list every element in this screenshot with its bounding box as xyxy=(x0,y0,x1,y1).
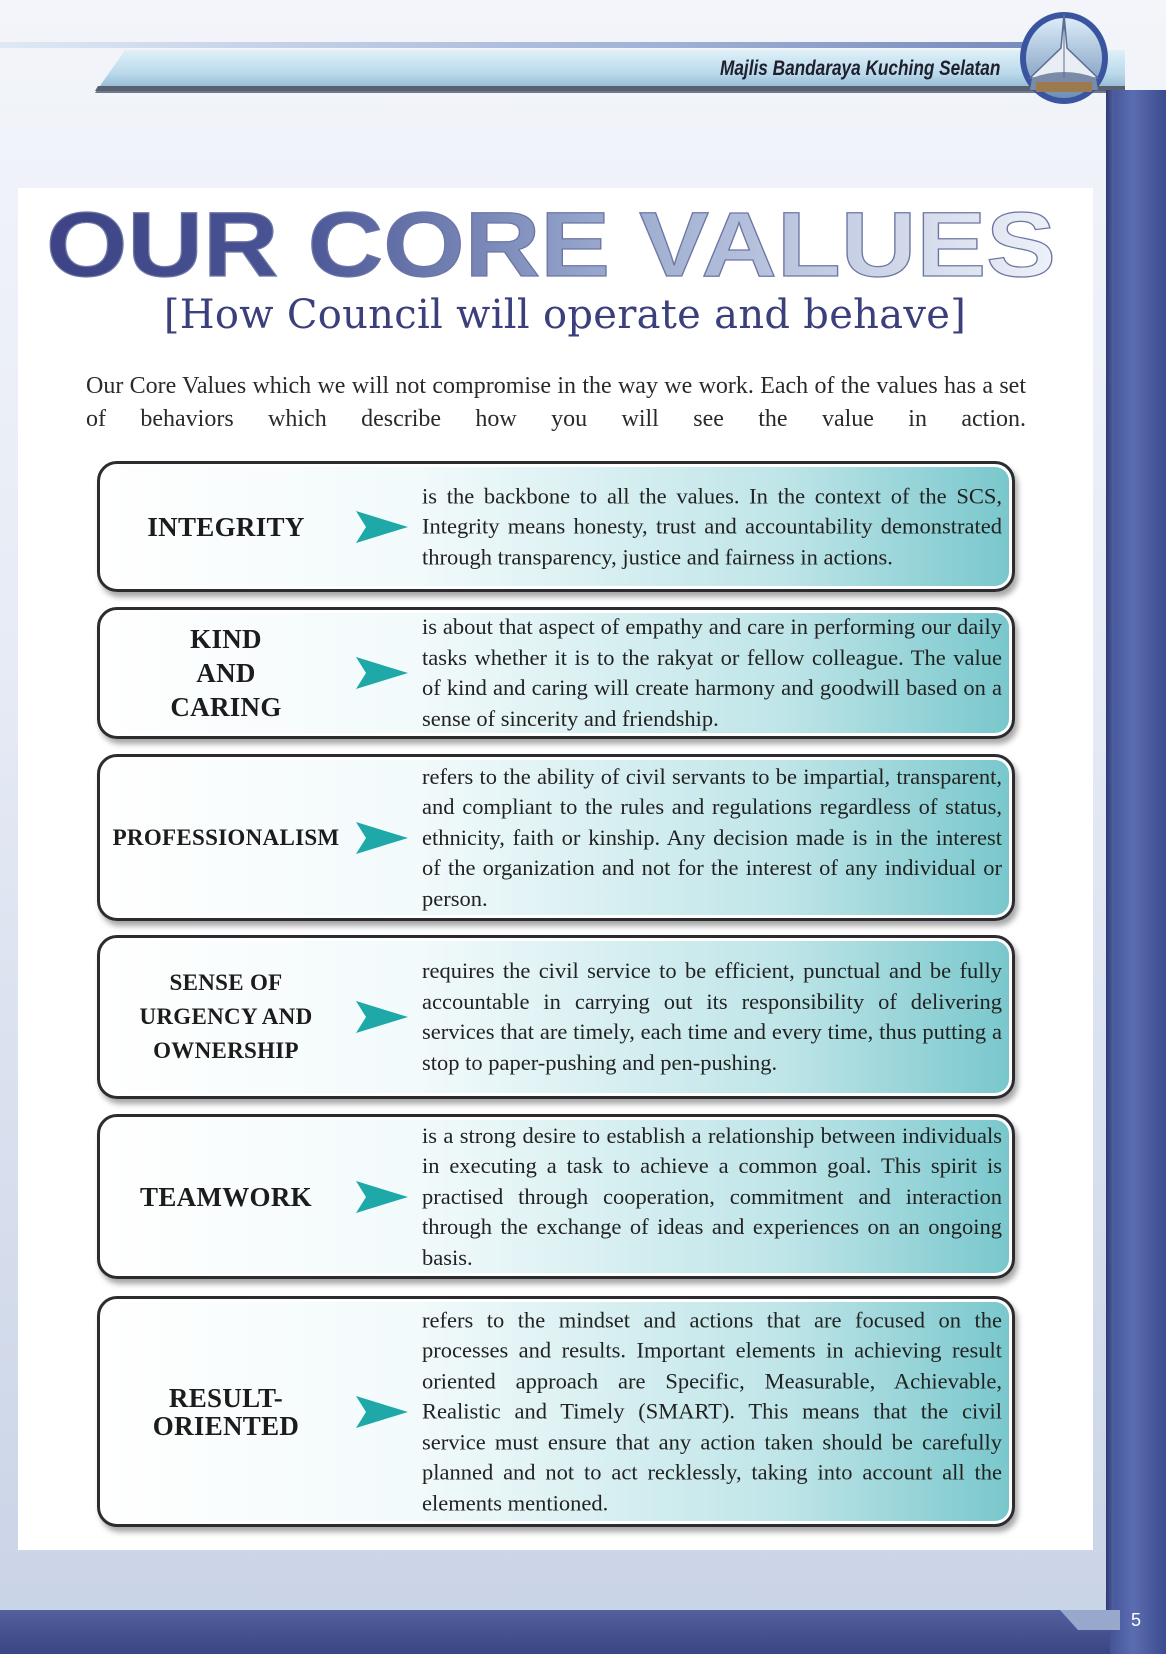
page-title xyxy=(46,198,1066,298)
value-label: RESULT- ORIENTED xyxy=(152,1382,300,1441)
page-subtitle: [How Council will operate and behave] xyxy=(163,292,967,338)
value-description: refers to the ability of civil servants to be impartial, transparent, and compliant to the rules and regulations regardless of status, ethnicity, faith or kinship. Any decision made is in the interest of the organization and not for the interest of any individual or person. xyxy=(422,763,1002,911)
value-label: KIND AND CARING xyxy=(170,624,282,722)
arrow-right-icon xyxy=(354,653,410,693)
value-description: is a strong desire to establish a relationship between individuals in executing a task to achieve a common goal. This spirit is practised through cooperation, commitment and interaction through the exchange of ideas and experiences on an ongoing basis. xyxy=(422,1122,1002,1270)
value-card-kind-and-caring xyxy=(97,607,1015,739)
header-title: Majlis Bandaraya Kuching Selatan xyxy=(720,57,1001,80)
value-card-result-oriented xyxy=(97,1296,1015,1527)
footer-bar xyxy=(0,1610,1110,1654)
value-label: INTEGRITY xyxy=(147,511,305,542)
value-label: SENSE OF URGENCY AND OWNERSHIP xyxy=(139,970,313,1063)
value-card-sense-of-urgency xyxy=(97,935,1015,1099)
svg-text:OUR CORE VALUES xyxy=(46,198,1056,296)
intro-paragraph: Our Core Values which we will not compromise in the way we work. Each of the values has a set of behaviors which describe how you will see the value in action. xyxy=(86,373,1026,432)
title-word-our: OUR xyxy=(46,198,251,296)
value-description: is about that aspect of empathy and care in performing our daily tasks whether it is to the rakyat or fellow colleague. The value of kind and caring will create harmony and goodwill based on a sense of sincerity and friendship. xyxy=(422,614,1002,731)
arrow-right-icon xyxy=(354,1392,410,1432)
value-label: PROFESSIONALISM xyxy=(112,824,340,850)
header-top-line xyxy=(0,42,1100,48)
page-number: 5 xyxy=(1130,1610,1141,1630)
value-card-professionalism xyxy=(97,754,1015,921)
value-card-integrity xyxy=(97,461,1015,592)
value-card-teamwork xyxy=(97,1114,1015,1279)
title-word-values: VALUES xyxy=(639,198,1006,296)
right-side-bar-edge xyxy=(1106,90,1114,1610)
value-description: is the backbone to all the values. In the context of the SCS, Integrity means honesty, trust and accountability demonstrated through transparency, justice and fairness in actions. xyxy=(422,482,1002,569)
right-side-bar xyxy=(1106,90,1166,1654)
value-description: refers to the mindset and actions that are focused on the processes and results. Important elements in achieving result oriented approach are Specific, Measurable, Achievable, Realistic and Timely (SMART). This means that the civil service must ensure that any action taken should be carefully planned and not to act recklessly, taking into account all the elements mentioned. xyxy=(422,1306,1002,1515)
arrow-right-icon xyxy=(354,997,410,1037)
arrow-right-icon xyxy=(354,1177,410,1217)
arrow-right-icon xyxy=(354,507,410,547)
header-band-shadow xyxy=(95,86,1125,91)
council-building-logo xyxy=(1018,8,1110,106)
value-description: requires the civil service to be efficient, punctual and be fully accountable in carrying out its responsibility of delivering services that are timely, each time and every time, thus putting a stop to paper-pushing and pen-pushing. xyxy=(422,958,1002,1075)
title-word-core: CORE xyxy=(307,198,574,296)
arrow-right-icon xyxy=(354,818,410,858)
value-label: TEAMWORK xyxy=(140,1181,312,1212)
